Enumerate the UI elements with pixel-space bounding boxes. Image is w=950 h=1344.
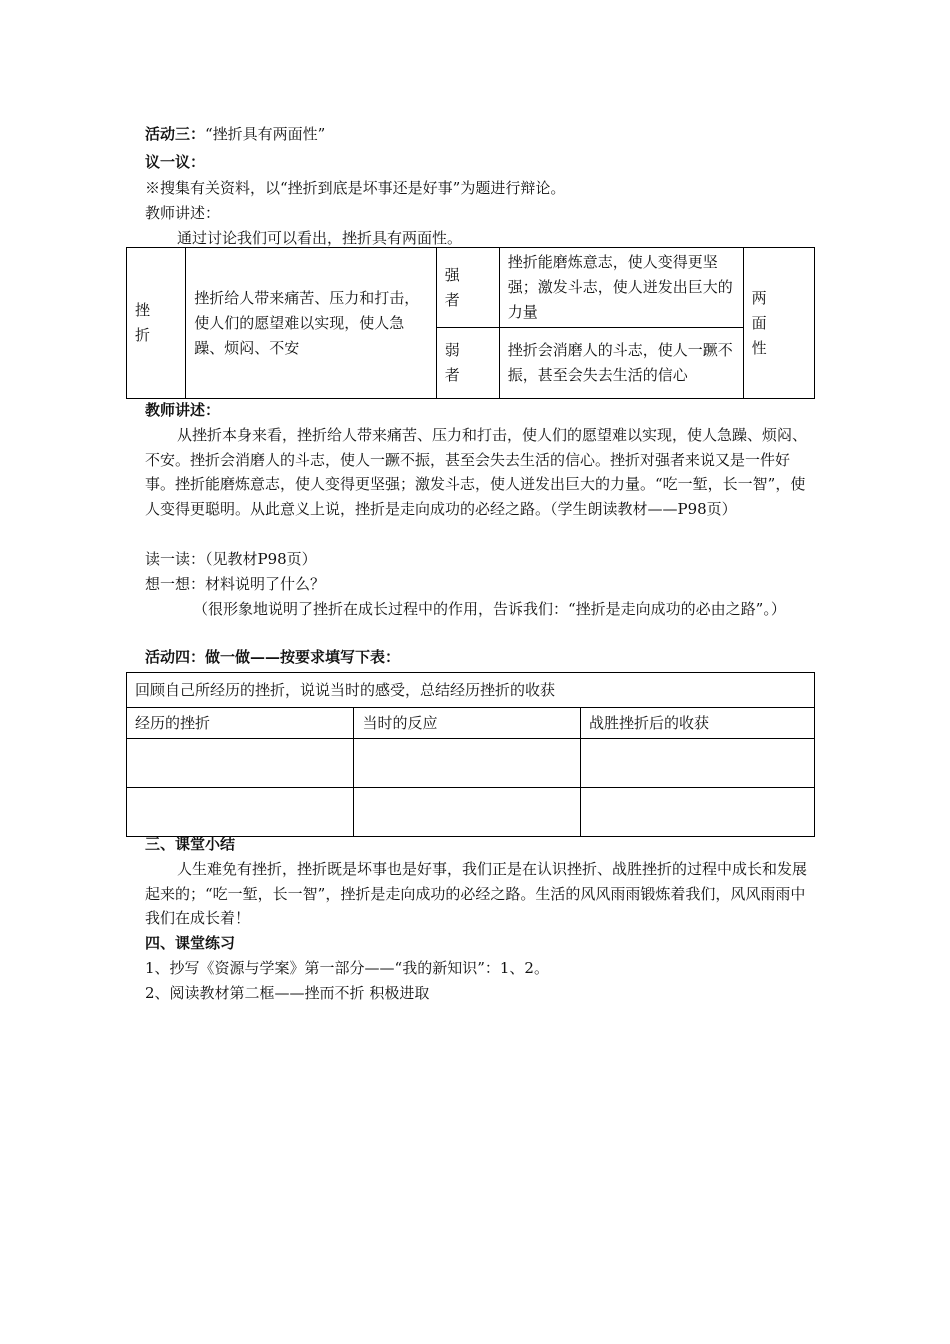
table-cell[interactable] — [581, 788, 815, 837]
cell-strong-label: 强 者 — [436, 248, 499, 328]
cell-weak-label: 弱 者 — [436, 328, 499, 399]
read-line: 读一读：（见教材P98页） — [145, 550, 317, 568]
teacher-intro: 通过讨论我们可以看出，挫折具有两面性。 — [177, 229, 463, 247]
activity3-title: “挫折具有两面性” — [205, 125, 326, 143]
col-gain: 战胜挫折后的收获 — [581, 708, 815, 739]
teacher-label-2: 教师讲述： — [145, 401, 221, 419]
cell-negative-effects: 挫折给人带来痛苦、压力和打击，使人们的愿望难以实现，使人急躁、烦闷、不安 — [186, 248, 436, 399]
col-reaction: 当时的反应 — [354, 708, 581, 739]
think-answer: （很形象地说明了挫折在成长过程中的作用，告诉我们：“挫折是走向成功的必由之路”。） — [193, 600, 786, 618]
table-cell[interactable] — [354, 739, 581, 788]
two-sides-table — [126, 247, 815, 399]
reflection-header: 回顾自己所经历的挫折，说说当时的感受，总结经历挫折的收获 — [127, 673, 815, 708]
activity4-title: 做一做——按要求填写下表： — [205, 648, 401, 666]
activity3-heading — [145, 123, 325, 145]
cell-frustration: 挫 折 — [127, 248, 186, 399]
activity4-heading — [145, 646, 400, 668]
col-experience: 经历的挫折 — [127, 708, 354, 739]
section4-heading: 四、课堂练习 — [145, 934, 236, 952]
activity4-label: 活动四： — [145, 648, 206, 666]
think-line: 想一想：材料说明了什么？ — [145, 575, 326, 593]
teacher-label-1: 教师讲述： — [145, 204, 221, 222]
exercise-item-2: 2、阅读教材第二框——挫而不折 积极进取 — [145, 984, 430, 1002]
table-cell[interactable] — [354, 788, 581, 837]
exercise-item-1: 1、抄写《资源与学案》第一部分——“我的新知识”：1、2。 — [145, 959, 549, 977]
discuss-heading: 议一议： — [145, 153, 206, 171]
activity3-label: 活动三： — [145, 125, 206, 143]
table-cell[interactable] — [581, 739, 815, 788]
section3-heading: 三、课堂小结 — [145, 835, 236, 853]
table-cell[interactable] — [127, 788, 354, 837]
cell-two-sides: 两 面 性 — [743, 248, 814, 399]
reflection-table — [126, 672, 815, 837]
cell-strong-text: 挫折能磨炼意志，使人变得更坚强；激发斗志，使人迸发出巨大的力量 — [499, 248, 743, 328]
discuss-text: ※搜集有关资料，以“挫折到底是坏事还是好事”为题进行辩论。 — [145, 179, 566, 197]
cell-weak-text: 挫折会消磨人的斗志，使人一蹶不振，甚至会失去生活的信心 — [499, 328, 743, 399]
teacher-paragraph: 从挫折本身来看，挫折给人带来痛苦、压力和打击，使人们的愿望难以实现，使人急躁、烦闷、不安。挫折会消磨人的斗志，使人一蹶不振，甚至会失去生活的信心。挫折对强者来说又是一件好事。挫折能磨炼意志，使人变得更坚强；激发斗志，使人迸发出巨大的力量。“吃一堑，长一智”，使人变得更聪明。从此意义上说，挫折是走向成功的必经之路。（学生朗读教材——P98页） — [145, 426, 808, 518]
section3-text: 人生难免有挫折，挫折既是坏事也是好事，我们正是在认识挫折、战胜挫折的过程中成长和发展起来的；“吃一堑，长一智”，挫折是走向成功的必经之路。生活的风风雨雨锻炼着我们，风风雨雨中我们在成长着！ — [145, 860, 808, 927]
table-cell[interactable] — [127, 739, 354, 788]
